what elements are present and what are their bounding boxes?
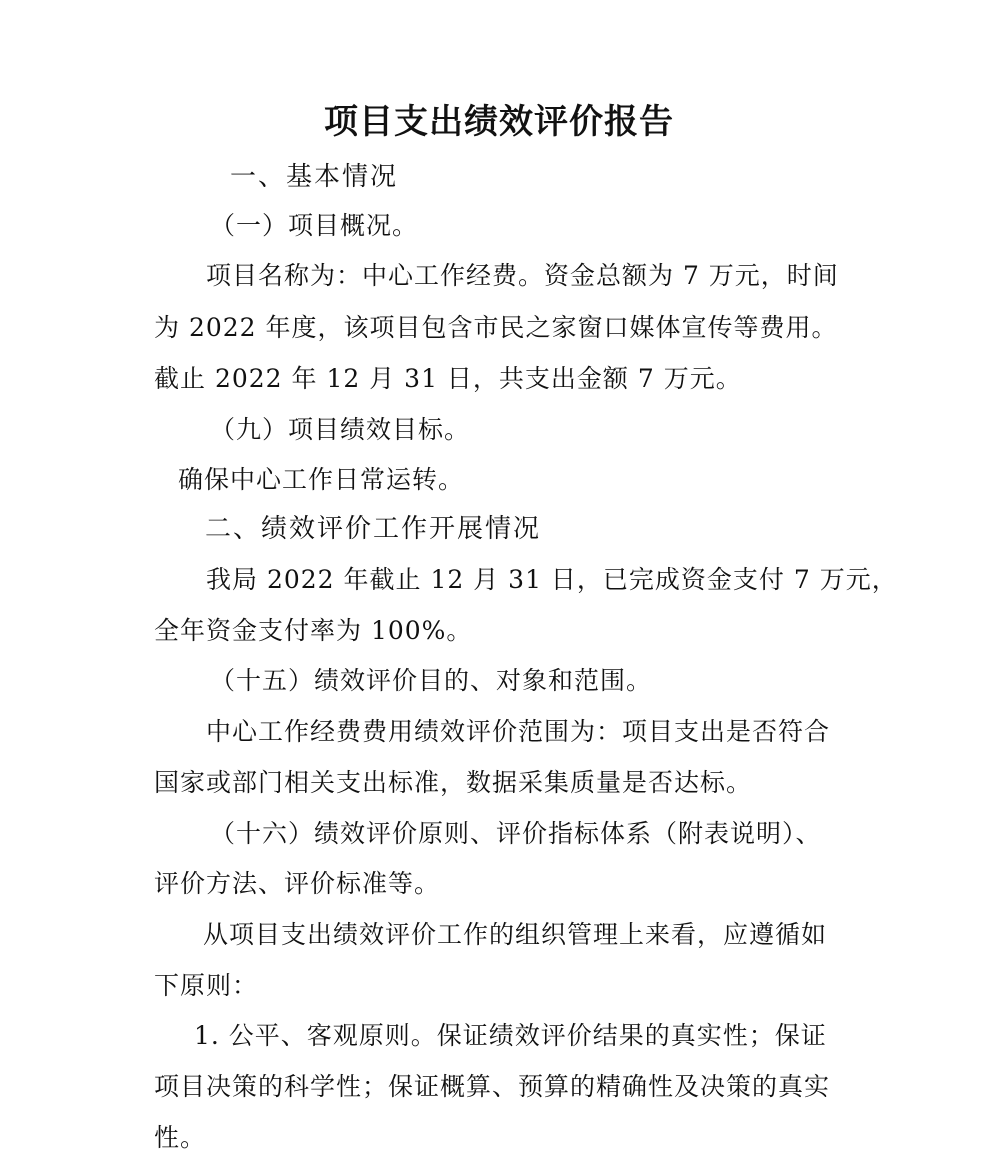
subsection-heading-project-overview: （一）项目概况。 xyxy=(210,211,419,240)
paragraph-line: 我局 2022 年截止 12 月 31 日，已完成资金支付 7 万元， xyxy=(206,565,898,594)
document-title: 项目支出绩效评价报告 xyxy=(324,102,674,142)
paragraph-line: 项目决策的科学性；保证概算、预算的精确性及决策的真实 xyxy=(154,1072,831,1101)
subsection-heading-evaluation-principles: （十六）绩效评价原则、评价指标体系（附表说明）、 xyxy=(210,819,822,848)
paragraph-line: 确保中心工作日常运转。 xyxy=(178,465,465,494)
paragraph-line: 全年资金支付率为 100%。 xyxy=(154,616,473,645)
paragraph-line: 从项目支出绩效评价工作的组织管理上来看，应遵循如 xyxy=(203,920,828,949)
paragraph-line: 评价方法、评价标准等。 xyxy=(154,869,441,898)
paragraph-line: 下原则： xyxy=(154,971,259,1000)
paragraph-line: 中心工作经费费用绩效评价范围为：项目支出是否符合 xyxy=(206,717,831,746)
paragraph-line: 为 2022 年度，该项目包含市民之家窗口媒体宣传等费用。 xyxy=(154,313,838,342)
paragraph-line: 1. 公平、客观原则。保证绩效评价结果的真实性；保证 xyxy=(194,1021,827,1050)
section-heading-evaluation-work: 二、绩效评价工作开展情况 xyxy=(205,514,542,544)
section-heading-basic-info: 一、基本情况 xyxy=(230,162,399,192)
paragraph-line: 项目名称为：中心工作经费。资金总额为 7 万元，时间 xyxy=(206,261,839,290)
subsection-heading-performance-goal: （九）项目绩效目标。 xyxy=(210,415,471,444)
paragraph-line: 截止 2022 年 12 月 31 日，共支出金额 7 万元。 xyxy=(154,364,742,393)
paragraph-line: 国家或部门相关支出标准，数据采集质量是否达标。 xyxy=(154,768,753,797)
subsection-heading-evaluation-scope: （十五）绩效评价目的、对象和范围。 xyxy=(210,666,653,695)
paragraph-line: 性。 xyxy=(154,1123,207,1152)
